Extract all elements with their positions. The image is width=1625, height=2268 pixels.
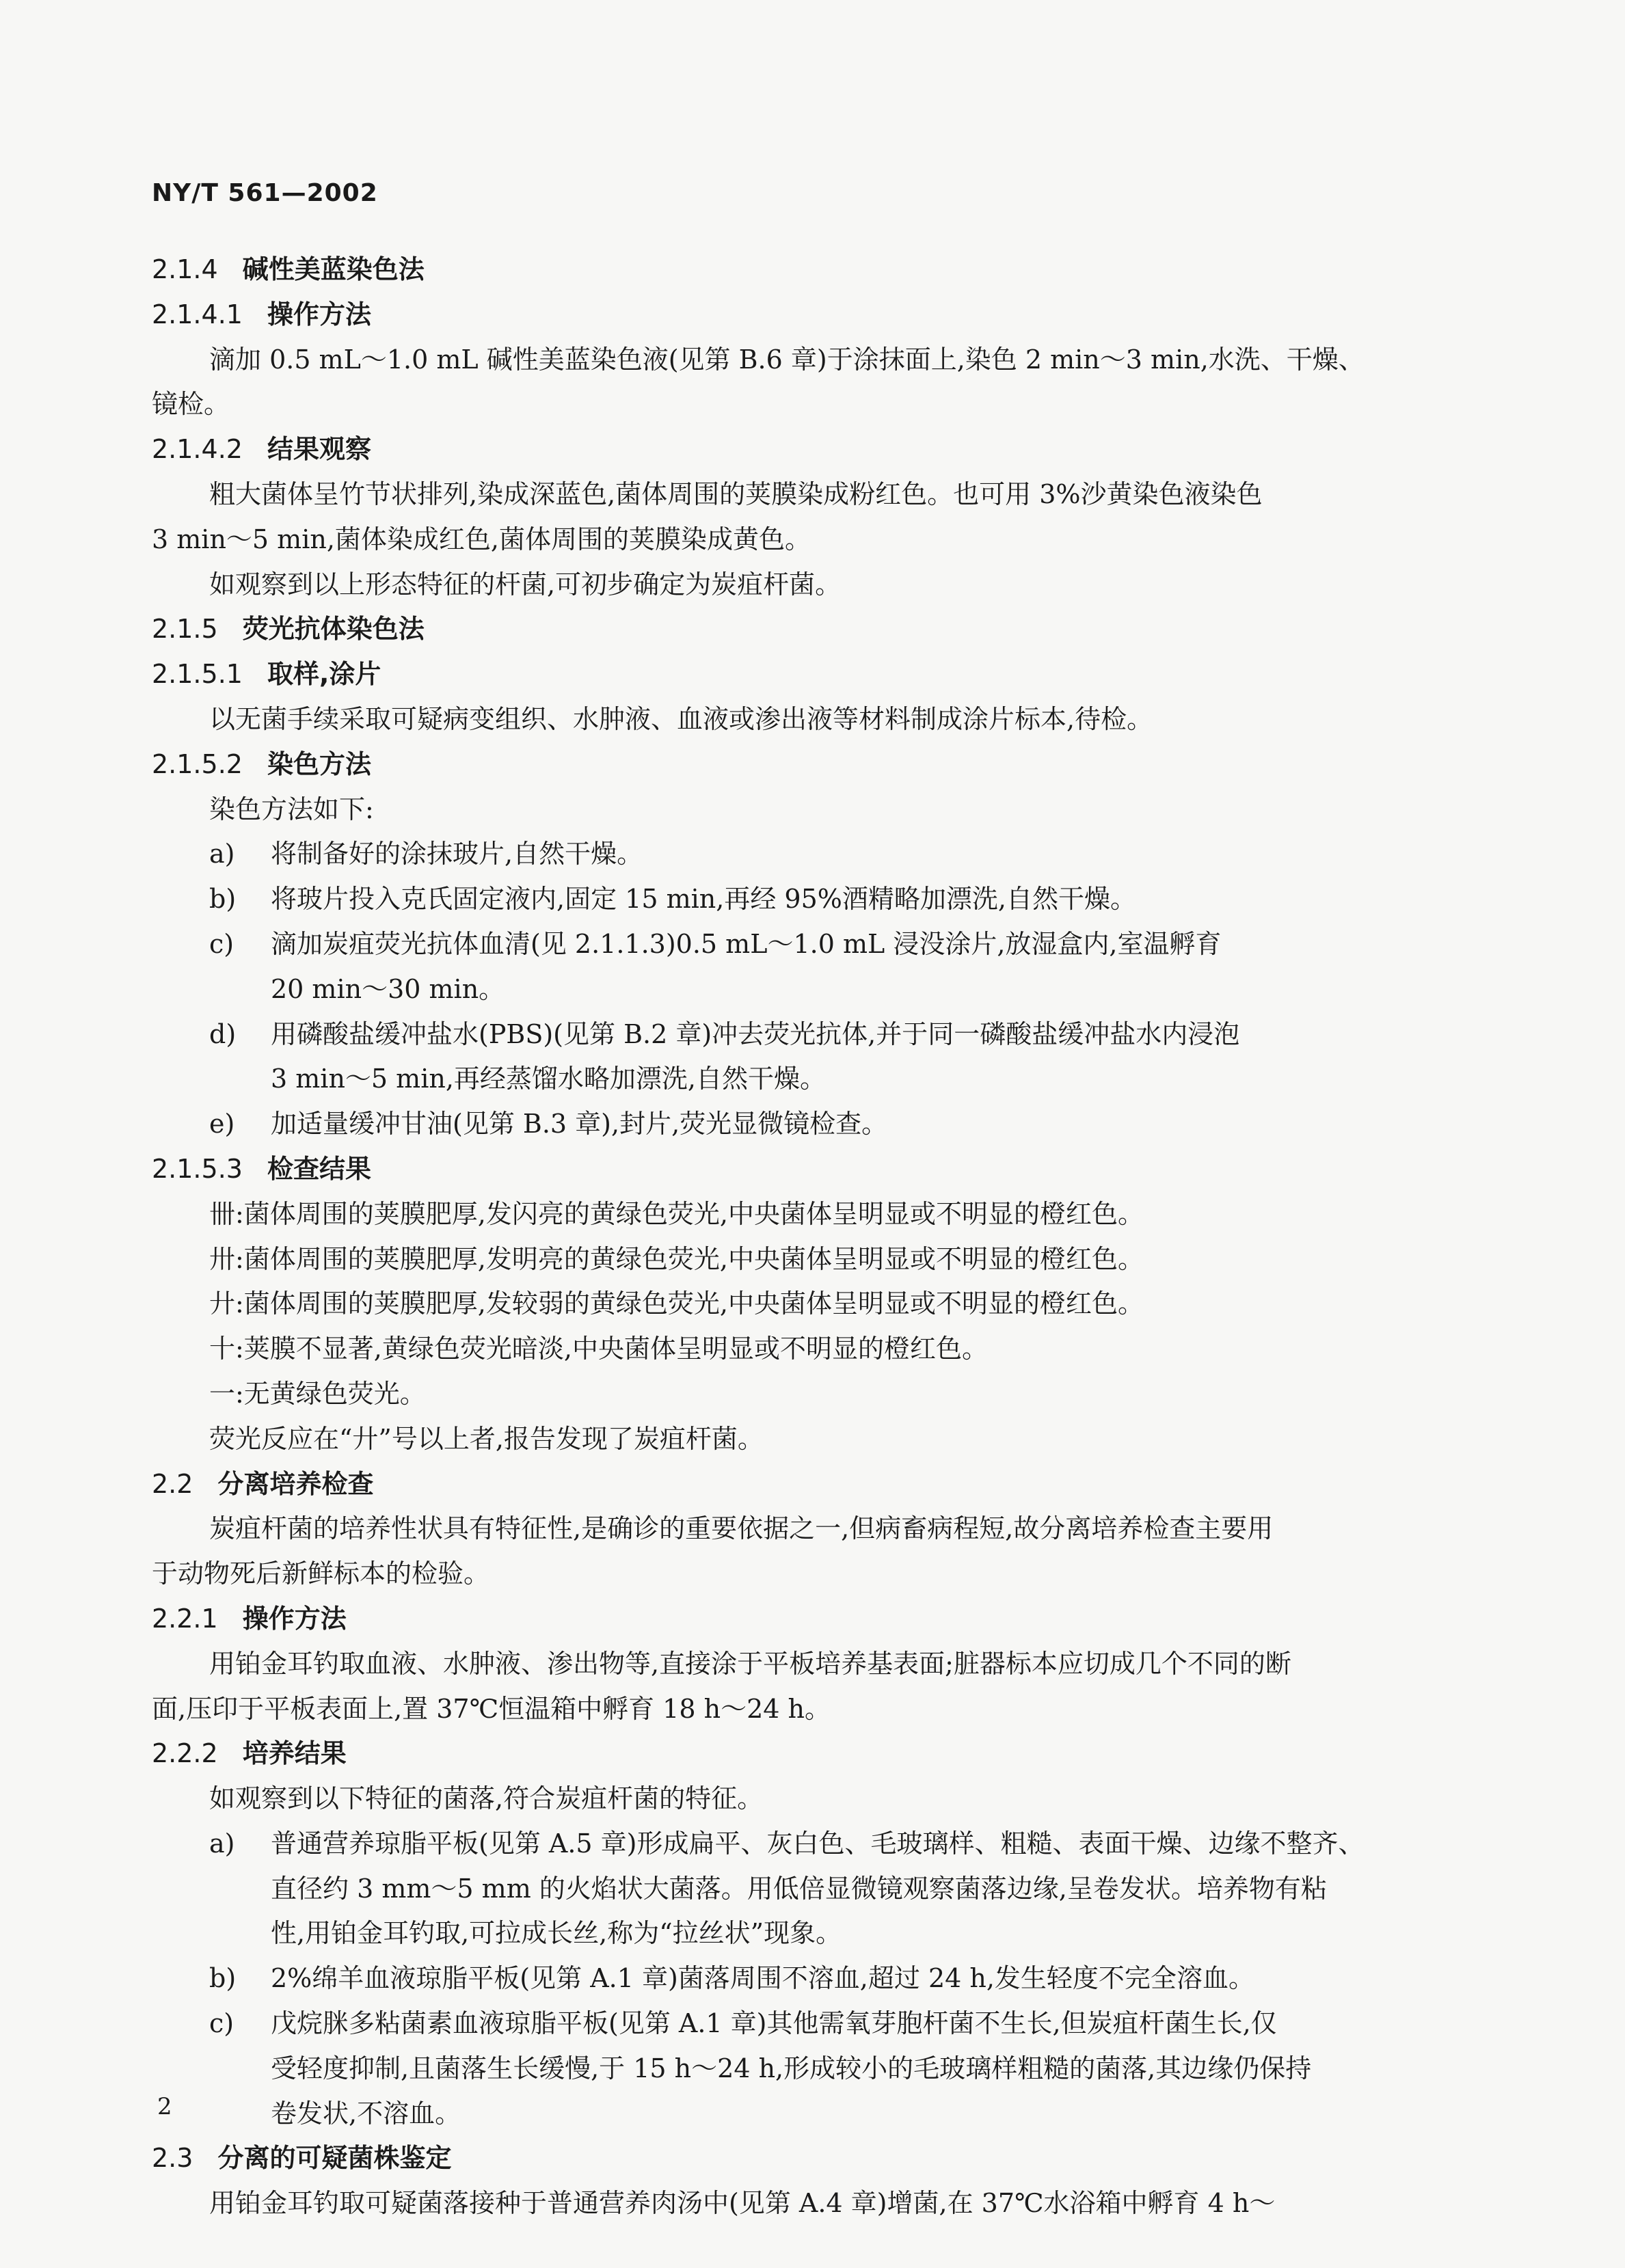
paragraph-line: 卌:菌体周围的荚膜肥厚,发闪亮的黄绿色荧光,中央菌体呈明显或不明显的橙红色。 (209, 1198, 1144, 1229)
list-item (152, 1822, 1492, 1867)
list-item-text: 戊烷脒多粘菌素血液琼脂平板(见第 A.1 章)其他需氧芽胞杆菌不生长,但炭疽杆菌生长,仅 (271, 2008, 1277, 2039)
list-item (152, 877, 1492, 922)
paragraph-line: 粗大菌体呈竹节状排列,染成深蓝色,菌体周围的荚膜染成粉红色。也可用 3%沙黄染色液染色 (209, 478, 1263, 509)
list-item (152, 2001, 1492, 2047)
section-title: 分离的可疑菌株鉴定 (217, 2143, 452, 2174)
list-item-continuation: 3 min～5 min,再经蒸馏水略加漂洗,自然干燥。 (271, 1064, 826, 1094)
list-item-text: 普通营养琼脂平板(见第 A.5 章)形成扁平、灰白色、毛玻璃样、粗糙、表面干燥、边缘不整齐、 (271, 1828, 1365, 1859)
paragraph-line: 如观察到以上形态特征的杆菌,可初步确定为炭疽杆菌。 (209, 569, 842, 599)
section-heading (152, 652, 1492, 697)
paragraph-continuation: 于动物死后新鲜标本的检验。 (152, 1558, 490, 1589)
section-number: 2.1.4.1 (152, 299, 243, 329)
paragraph-line: 滴加 0.5 mL～1.0 mL 碱性美蓝染色液(见第 B.6 章)于涂抹面上,染色 2 min～3 min,水洗、干燥、 (209, 344, 1365, 375)
list-item-marker: c) (209, 928, 234, 959)
list-item-marker: c) (209, 2008, 234, 2039)
list-item-text: 将制备好的涂抹玻片,自然干燥。 (271, 839, 643, 869)
list-item-marker: b) (209, 1963, 237, 1994)
paragraph-line: 炭疽杆菌的培养性状具有特征性,是确诊的重要依据之一,但病畜病程短,故分离培养检查主要用 (209, 1513, 1274, 1544)
list-item-marker: e) (209, 1109, 235, 1139)
section-number: 2.2 (152, 1468, 193, 1499)
paragraph-line: 以无菌手续采取可疑病变组织、水肿液、血液或渗出液等材料制成涂片标本,待检。 (209, 703, 1153, 734)
list-item (152, 1012, 1492, 1057)
section-number: 2.2.2 (152, 1738, 218, 1769)
paragraph-continuation: 3 min～5 min,菌体染成红色,菌体周围的荚膜染成黄色。 (152, 524, 811, 554)
paragraph-continuation: 面,压印于平板表面上,置 37℃恒温箱中孵育 18 h～24 h。 (152, 1693, 831, 1724)
section-title: 操作方法 (267, 299, 371, 329)
section-title: 碱性美蓝染色法 (242, 254, 425, 284)
list-item-continuation: 性,用铂金耳钓取,可拉成长丝,称为“拉丝状”现象。 (271, 1918, 842, 1949)
list-item-marker: b) (209, 884, 237, 915)
paragraph-continuation: 镜检。 (152, 389, 230, 420)
page-number: 2 (157, 2093, 172, 2120)
paragraph-line: 一:无黄绿色荧光。 (209, 1378, 426, 1409)
list-item-text: 加适量缓冲甘油(见第 B.3 章),封片,荧光显微镜检查。 (271, 1109, 888, 1139)
section-title: 取样,涂片 (267, 659, 381, 690)
section-number: 2.1.5.3 (152, 1153, 243, 1184)
list-item-text: 用磷酸盐缓冲盐水(PBS)(见第 B.2 章)冲去荧光抗体,并于同一磷酸盐缓冲盐水内浸泡 (271, 1018, 1240, 1049)
list-item-continuation: 直径约 3 mm～5 mm 的火焰状大菌落。用低倍显微镜观察菌落边缘,呈卷发状。培养物有粘 (271, 1873, 1327, 1904)
paragraph-line: 十:荚膜不显著,黄绿色荧光暗淡,中央菌体呈明显或不明显的橙红色。 (209, 1334, 988, 1364)
list-item-marker: d) (209, 1018, 237, 1049)
standard-number-header: NY/T 561—2002 (152, 179, 378, 207)
section-heading (152, 742, 1492, 787)
section-number: 2.3 (152, 2143, 193, 2174)
list-item-continuation: 卷发状,不溶血。 (271, 2098, 461, 2129)
list-item (152, 1102, 1492, 1147)
list-item (152, 922, 1492, 967)
section-number: 2.1.4.2 (152, 434, 243, 465)
list-item-text: 将玻片投入克氏固定液内,固定 15 min,再经 95%酒精略加漂洗,自然干燥。 (271, 884, 1136, 915)
paragraph-line: 如观察到以下特征的菌落,符合炭疽杆菌的特征。 (209, 1783, 764, 1814)
paragraph-line: 用铂金耳钓取血液、水肿液、渗出物等,直接涂于平板培养基表面;脏器标本应切成几个不同的断 (209, 1648, 1291, 1679)
section-number: 2.1.5.1 (152, 659, 243, 690)
section-heading (152, 427, 1492, 472)
list-item-marker: a) (209, 1828, 235, 1859)
section-title: 检查结果 (267, 1153, 371, 1184)
section-heading (152, 2136, 1492, 2181)
list-item-text: 滴加炭疽荧光抗体血清(见 2.1.1.3)0.5 mL～1.0 mL 浸没涂片,放湿盒内,室温孵育 (271, 928, 1222, 959)
section-title: 分离培养检查 (217, 1468, 374, 1499)
section-heading (152, 1147, 1492, 1192)
paragraph-line: 荧光反应在“廾”号以上者,报告发现了炭疽杆菌。 (209, 1423, 764, 1454)
section-number: 2.1.5.2 (152, 748, 243, 779)
paragraph-line: 染色方法如下: (209, 794, 374, 824)
section-number: 2.2.1 (152, 1603, 218, 1634)
list-item-continuation: 20 min～30 min。 (271, 973, 505, 1004)
section-title: 培养结果 (242, 1738, 347, 1769)
section-title: 结果观察 (267, 434, 371, 465)
section-number: 2.1.4 (152, 254, 218, 284)
paragraph-line: 卅:菌体周围的荚膜肥厚,发明亮的黄绿色荧光,中央菌体呈明显或不明显的橙红色。 (209, 1243, 1144, 1274)
section-title: 染色方法 (267, 748, 371, 779)
section-title: 荧光抗体染色法 (242, 614, 425, 645)
section-title: 操作方法 (242, 1603, 347, 1634)
paragraph-line: 廾:菌体周围的荚膜肥厚,发较弱的黄绿色荧光,中央菌体呈明显或不明显的橙红色。 (209, 1288, 1144, 1319)
section-heading (152, 1462, 1492, 1507)
section-heading (152, 293, 1492, 338)
section-heading (152, 607, 1492, 652)
section-heading (152, 1731, 1492, 1777)
paragraph-line: 用铂金耳钓取可疑菌落接种于普通营养肉汤中(见第 A.4 章)增菌,在 37℃水浴箱中孵育 4 h～ (209, 2188, 1276, 2219)
list-item-text: 2%绵羊血液琼脂平板(见第 A.1 章)菌落周围不溶血,超过 24 h,发生轻度不完全溶血。 (271, 1963, 1254, 1994)
list-item (152, 832, 1492, 877)
section-heading (152, 247, 1492, 293)
document-body (152, 247, 1492, 2226)
section-number: 2.1.5 (152, 614, 218, 645)
list-item-marker: a) (209, 839, 235, 869)
section-heading (152, 1597, 1492, 1642)
list-item-continuation: 受轻度抑制,且菌落生长缓慢,于 15 h～24 h,形成较小的毛玻璃样粗糙的菌落,其边缘仍保持 (271, 2053, 1312, 2083)
list-item (152, 1956, 1492, 2001)
